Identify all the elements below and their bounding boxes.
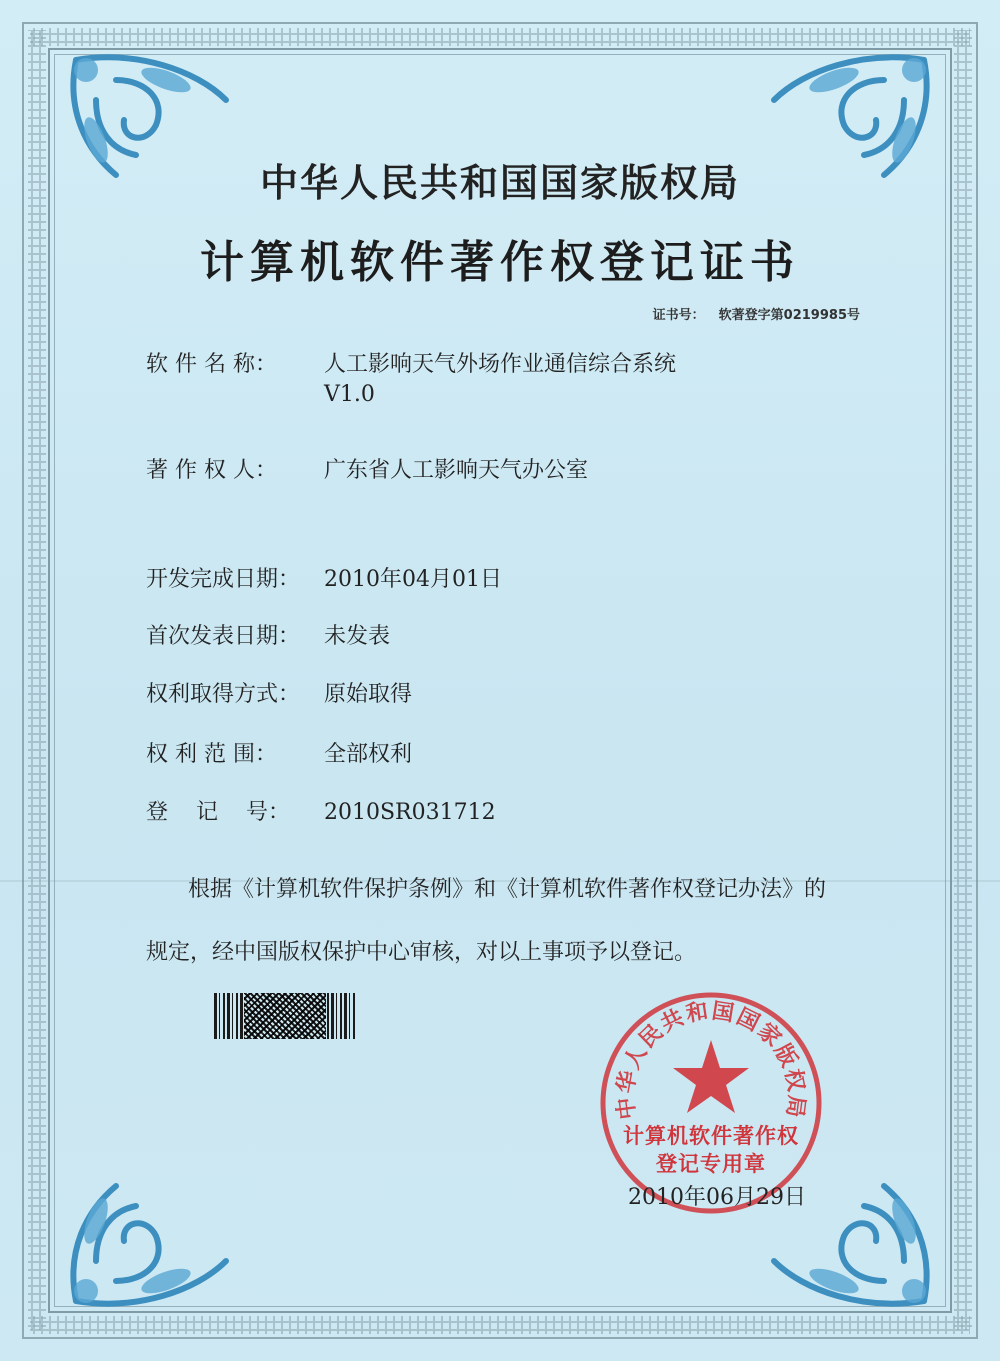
field-value: 未发表 <box>324 624 391 649</box>
field-completion-date <box>146 565 502 595</box>
field-label: 首次发表日期： <box>146 624 301 649</box>
field-label: 开发完成日期： <box>146 567 301 592</box>
seal-line-2: 登记专用章 <box>656 1152 766 1176</box>
issue-date: 2010年06月29日 <box>628 1185 806 1210</box>
key-pattern-left <box>28 30 46 1330</box>
corner-ornament-bottom-left <box>56 1171 246 1321</box>
field-value: 原始取得 <box>324 682 413 707</box>
issuer-title: 中华人民共和国国家版权局 <box>259 161 740 205</box>
barcode-2d-pattern <box>244 993 326 1039</box>
certificate-number-value: 软著登字第0219985号 <box>718 308 860 323</box>
certificate-number <box>653 304 860 323</box>
field-label: 权 利 范 围： <box>146 742 277 767</box>
field-label: 登 记 号： <box>146 800 290 825</box>
key-pattern-right <box>954 30 972 1330</box>
field-first-publication <box>146 622 390 652</box>
field-value: 广东省人工影响天气办公室 <box>324 458 589 483</box>
field-software-name <box>146 350 676 410</box>
statement-line-1: 根据《计算机软件保护条例》和《计算机软件著作权登记办法》的 <box>188 877 827 902</box>
field-value: 人工影响天气外场作业通信综合系统 V1.0 <box>324 352 677 407</box>
certificate-title: 计算机软件著作权登记证书 <box>200 237 800 288</box>
field-owner <box>146 456 588 486</box>
field-label: 软 件 名 称： <box>146 352 277 377</box>
field-value: 2010年04月01日 <box>324 567 502 592</box>
field-label: 权利取得方式： <box>146 682 301 707</box>
seal-line-1: 计算机软件著作权 <box>623 1124 799 1148</box>
seal-star-icon <box>673 1040 749 1113</box>
statement-line-2: 规定，经中国版权保护中心审核，对以上事项予以登记。 <box>146 940 697 965</box>
seal-arc-text: 中华人民共和国国家版权局 <box>613 998 809 1121</box>
field-label: 著 作 权 人： <box>146 458 277 483</box>
field-registration-number <box>146 798 496 828</box>
certificate-number-label: 证书号： <box>652 308 705 323</box>
field-scope <box>146 740 412 770</box>
field-value: 全部权利 <box>324 742 413 767</box>
field-value: 2010SR031712 <box>324 800 496 825</box>
field-acquisition <box>146 680 412 710</box>
